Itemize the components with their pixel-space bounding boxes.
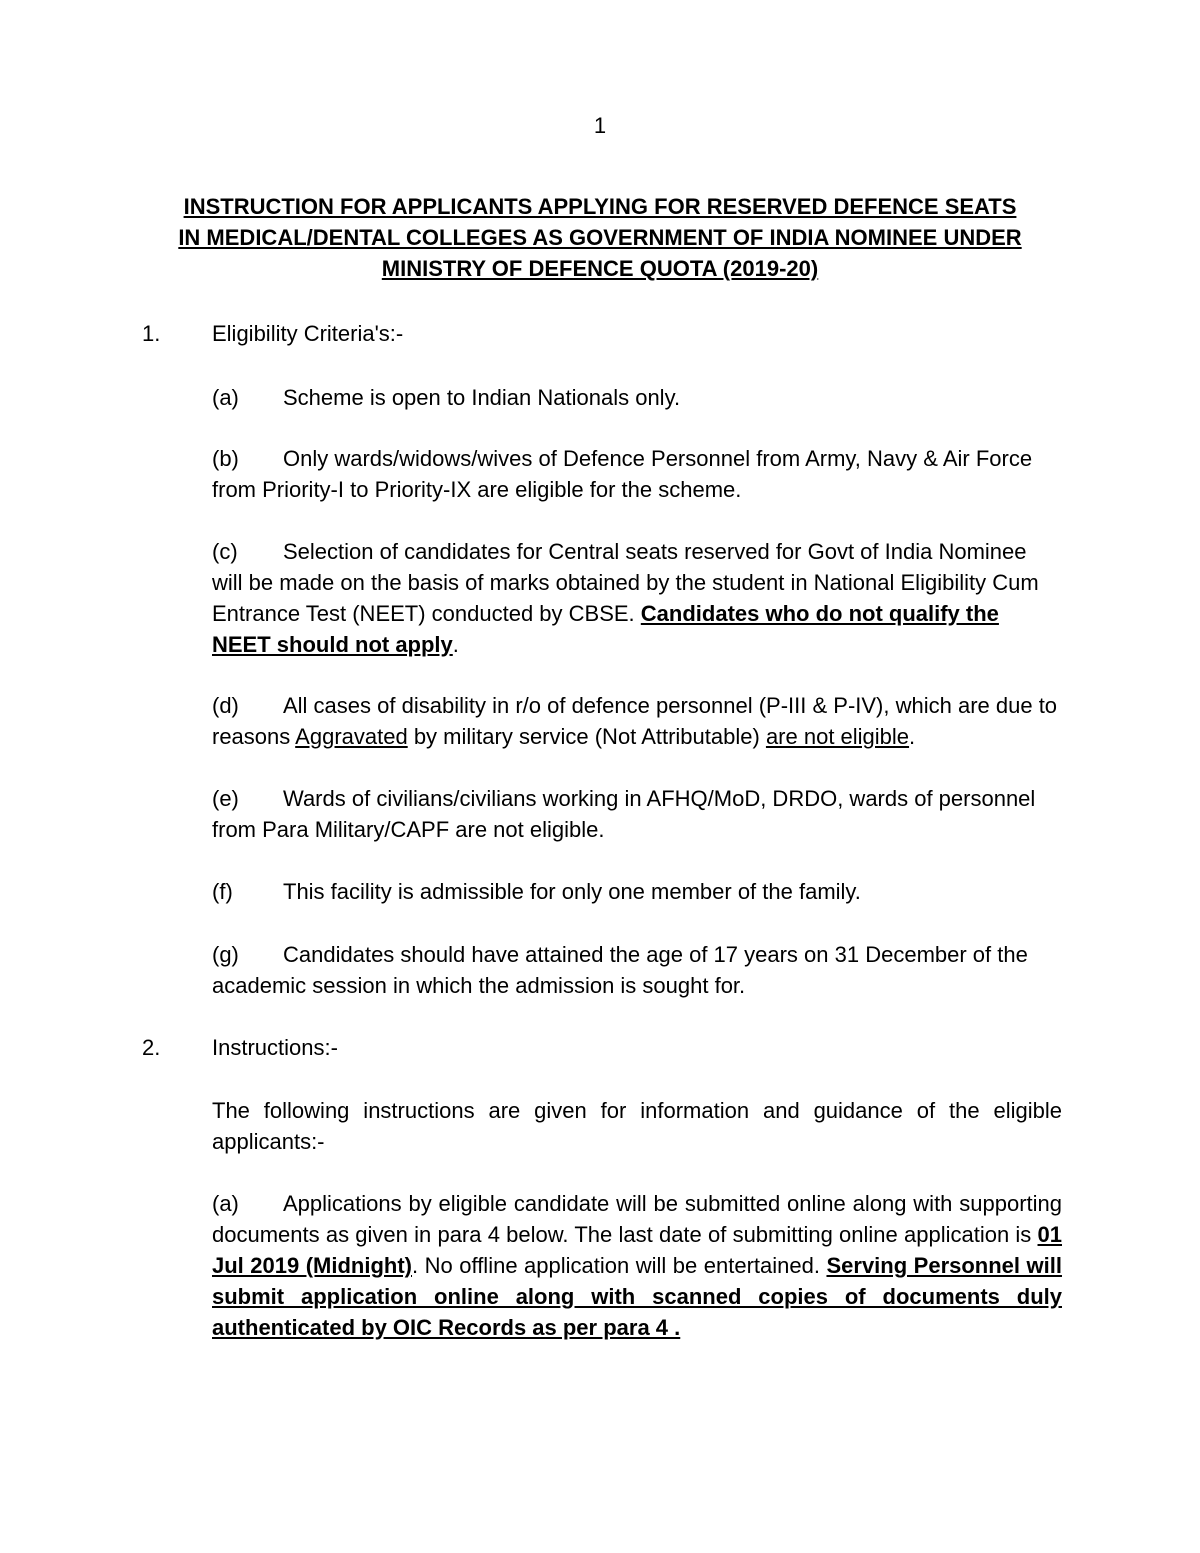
serving-personnel-note: Serving Personnel will submit application online along with scanned copies of documents duly authenticated by OIC Records as per para 4 . — [212, 1253, 1062, 1340]
item-label: (g) — [212, 942, 239, 967]
item-text-2: . No offline application will be entertained. — [412, 1253, 827, 1278]
item-label: (c) — [212, 539, 238, 564]
criteria-item-g — [212, 939, 1062, 1001]
item-label: (d) — [212, 693, 239, 718]
section-2-title: Instructions:- — [212, 1035, 338, 1060]
item-text: Candidates should have attained the age of 17 years on 31 December of the academic session in which the admission is sought for. — [212, 942, 1028, 998]
title-line-1: INSTRUCTION FOR APPLICANTS APPLYING FOR RESERVED DEFENCE SEATS — [183, 194, 1017, 219]
item-text: Only wards/widows/wives of Defence Personnel from Army, Navy & Air Force from Priority-I to Priority-IX are eligible for the scheme. — [212, 446, 1033, 502]
instruction-item-a — [212, 1188, 1062, 1343]
item-end: . — [452, 632, 459, 657]
neet-warning: Candidates who do not qualify the NEET should not apply — [212, 601, 999, 657]
item-text: All cases of disability in r/o of defence personnel (P-III & P-IV), which are due to reasons — [212, 693, 1058, 749]
aggravated-term: Aggravated — [295, 724, 408, 749]
item-text: Scheme is open to Indian Nationals only. — [283, 385, 681, 410]
item-text: Wards of civilians/civilians working in AFHQ/MoD, DRDO, wards of personnel from Para Military/CAPF are not eligible. — [212, 786, 1036, 842]
not-eligible-note: are not eligible — [765, 724, 910, 749]
criteria-item-b — [212, 443, 1062, 505]
criteria-item-e — [212, 783, 1062, 845]
title-line-3: MINISTRY OF DEFENCE QUOTA (2019-20) — [381, 256, 819, 281]
section-2-number: 2. — [142, 1035, 161, 1060]
criteria-item-d — [212, 690, 1062, 752]
item-label: (b) — [212, 446, 239, 471]
criteria-item-a — [212, 382, 1062, 413]
section-1-number: 1. — [142, 321, 161, 346]
item-text-2: by military service (Not Attributable) — [407, 724, 766, 749]
item-label: (a) — [212, 385, 239, 410]
criteria-item-f — [212, 876, 1062, 907]
section-1-title: Eligibility Criteria's:- — [212, 321, 404, 346]
item-text: Applications by eligible candidate will be submitted online along with supporting documents as given in para 4 below. The last date of submitting online application is — [212, 1191, 1062, 1247]
instructions-intro: The following instructions are given for information and guidance of the eligible applicants:- — [212, 1098, 1062, 1154]
item-label: (f) — [212, 879, 233, 904]
item-label: (e) — [212, 786, 239, 811]
item-text: Selection of candidates for Central seats reserved for Govt of India Nominee will be made on the basis of marks obtained by the student in National Eligibility Cum Entrance Test (NEET) conducted by CBSE. — [212, 539, 1039, 626]
criteria-item-c — [212, 536, 1062, 660]
item-label: (a) — [212, 1191, 239, 1216]
item-end: . — [909, 724, 916, 749]
document-title — [130, 191, 1070, 284]
deadline-date: 01 Jul 2019 (Midnight) — [212, 1222, 1062, 1278]
item-text: This facility is admissible for only one member of the family. — [283, 879, 861, 904]
title-line-2: IN MEDICAL/DENTAL COLLEGES AS GOVERNMENT OF INDIA NOMINEE UNDER — [178, 225, 1022, 250]
page-number: 1 — [593, 113, 607, 138]
